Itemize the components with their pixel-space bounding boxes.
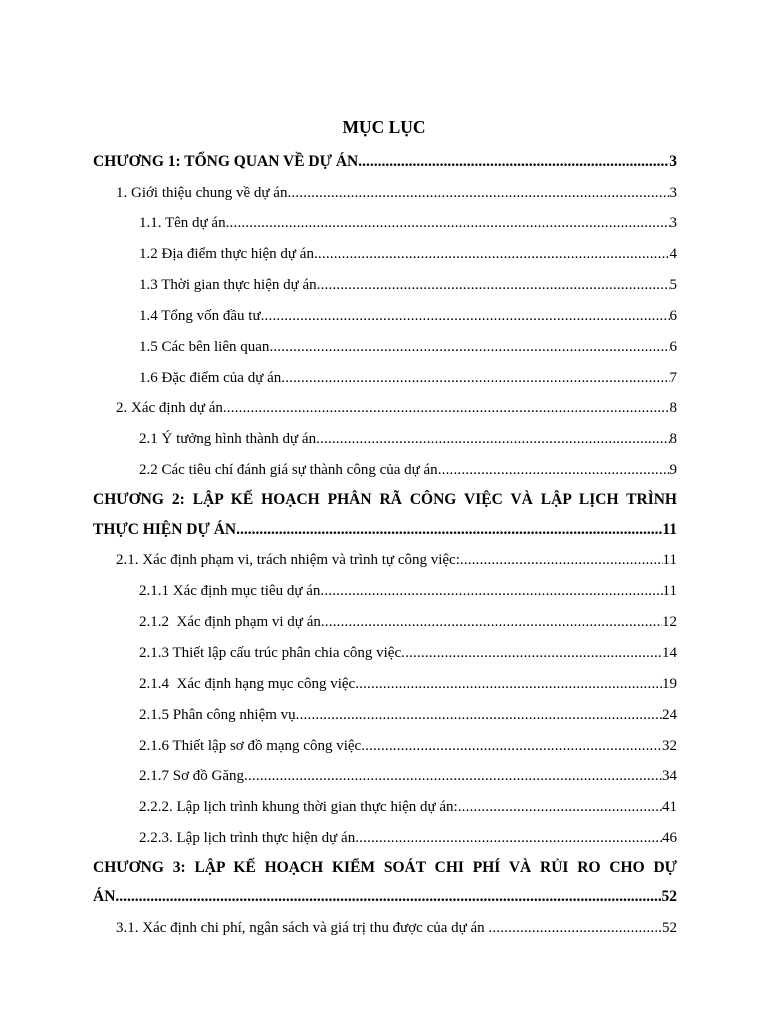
toc-entry-label: 2.1.3 Thiết lập cấu trúc phân chia công việc <box>139 645 402 661</box>
toc-title: MỤC LỤC <box>342 117 426 137</box>
toc-entry-2-1[interactable] <box>139 429 677 449</box>
toc-entry-page: 8 <box>669 400 677 416</box>
toc-entry-page: 3 <box>669 185 677 201</box>
toc-entry-page: 3 <box>669 153 677 170</box>
toc-entry-page: 9 <box>669 462 677 478</box>
toc-entry-1-6[interactable] <box>139 368 677 388</box>
dot-leader <box>314 244 670 264</box>
toc-entry-chapter-2[interactable] <box>93 520 677 540</box>
toc-entry-label: 2. Xác định dự án <box>116 400 223 416</box>
toc-entry-2-1-5[interactable] <box>139 705 677 725</box>
toc-entry-1-3[interactable] <box>139 275 677 295</box>
dot-leader <box>296 705 662 725</box>
toc-entry-page: 5 <box>669 277 677 293</box>
dot-leader <box>321 612 662 632</box>
dot-leader <box>115 887 661 907</box>
toc-entry-page: 11 <box>662 583 677 599</box>
toc-entry-label: 2.1.4 Xác định hạng mục công việc <box>139 676 356 692</box>
toc-entry-label: CHƯƠNG 1: TỔNG QUAN VỀ DỰ ÁN <box>93 153 359 170</box>
toc-entry-page: 6 <box>669 339 677 355</box>
toc-entry-page: 12 <box>662 614 677 630</box>
toc-entry-label: 1.5 Các bên liên quan <box>139 339 270 355</box>
toc-entry-chapter-1[interactable] <box>93 152 677 172</box>
dot-leader <box>244 766 662 786</box>
dot-leader <box>261 306 670 326</box>
toc-entry-page: 7 <box>669 370 677 386</box>
toc-entry-label: 2.1.6 Thiết lập sơ đồ mạng công việc <box>139 738 362 754</box>
toc-entry-2[interactable] <box>116 398 677 418</box>
dot-leader <box>358 152 669 172</box>
dot-leader <box>317 275 670 295</box>
dot-leader <box>460 550 663 570</box>
dot-leader <box>401 643 662 663</box>
toc-entry-page: 11 <box>662 552 677 568</box>
toc-entry-label: 1.6 Đặc điểm của dự án <box>139 370 282 386</box>
toc-entry-chapter-3-line-1[interactable] <box>93 858 677 878</box>
toc-entry-page: 3 <box>669 215 677 231</box>
toc-entry-chapter-2-line-1[interactable] <box>93 490 677 510</box>
toc-entry-page: 32 <box>662 738 677 754</box>
toc-entry-label: 2.2 Các tiêu chí đánh giá sự thành công của dự án <box>139 462 438 478</box>
toc-entry-page: 11 <box>662 521 677 538</box>
toc-entry-page: 6 <box>669 308 677 324</box>
toc-entry-label: CHƯƠNG 3: LẬP KẾ HOẠCH KIỂM SOÁT CHI PHÍ VÀ RỦI RO CHO DỰ <box>93 859 677 876</box>
toc-entry-label: 1. Giới thiệu chung về dự án <box>116 185 288 201</box>
toc-entry-label: 2.1.7 Sơ đồ Găng <box>139 768 245 784</box>
toc-entry-label: 2.1.2 Xác định phạm vi dự án <box>139 614 321 630</box>
dot-leader <box>287 183 669 203</box>
toc-entry-label: THỰC HIỆN DỰ ÁN <box>93 521 237 538</box>
toc-entry-page: 41 <box>662 799 677 815</box>
toc-entry-2-1-1[interactable] <box>139 581 677 601</box>
toc-entry-label: 2.1.5 Phân công nhiệm vụ <box>139 707 296 723</box>
dot-leader <box>458 797 662 817</box>
toc-entry-1[interactable] <box>116 183 677 203</box>
toc-entry-chapter-3[interactable] <box>93 887 677 907</box>
dot-leader <box>361 736 662 756</box>
toc-entry-page: 14 <box>662 645 677 661</box>
toc-entry-2-2-2[interactable] <box>139 797 677 817</box>
toc-entry-page: 8 <box>669 431 677 447</box>
toc-entry-label: 1.3 Thời gian thực hiện dự án <box>139 277 317 293</box>
toc-entry-page: 46 <box>662 830 677 846</box>
toc-entry-label: 3.1. Xác định chi phí, ngân sách và giá trị thu được của dự án <box>116 920 489 936</box>
toc-entry-page: 24 <box>662 707 677 723</box>
toc-entry-2-1-6[interactable] <box>139 736 677 756</box>
toc-entry-label: ÁN <box>93 888 116 905</box>
toc-entry-label: 2.1.1 Xác định mục tiêu dự án <box>139 583 321 599</box>
toc-entry-1-1[interactable] <box>139 213 677 233</box>
toc-entry-page: 52 <box>662 920 677 936</box>
toc-entry-2-1-3[interactable] <box>139 643 677 663</box>
toc-entry-2-2-3[interactable] <box>139 828 677 848</box>
toc-entry-page: 52 <box>661 888 677 905</box>
toc-entry-label: 2.1 Ý tưởng hình thành dự án <box>139 431 317 447</box>
toc-entry-page: 19 <box>662 676 677 692</box>
dot-leader <box>438 460 670 480</box>
toc-entry-2-2[interactable] <box>139 460 677 480</box>
dot-leader <box>236 520 662 540</box>
dot-leader <box>223 398 670 418</box>
toc-entry-label: 2.1. Xác định phạm vi, trách nhiệm và trình tự công việc: <box>116 552 460 568</box>
dot-leader <box>320 581 662 601</box>
toc-entry-label: 1.1. Tên dự án <box>139 215 226 231</box>
toc-entry-label: 2.2.3. Lập lịch trình thực hiện dự án <box>139 830 356 846</box>
toc-entry-label: CHƯƠNG 2: LẬP KẾ HOẠCH PHÂN RÃ CÔNG VIỆC VÀ LẬP LỊCH TRÌNH <box>93 491 677 508</box>
toc-entry-2-1-section[interactable] <box>116 550 677 570</box>
toc-entry-2-1-4[interactable] <box>139 674 677 694</box>
toc-entry-page: 34 <box>662 768 677 784</box>
dot-leader <box>488 918 662 938</box>
dot-leader <box>316 429 669 449</box>
toc-entry-1-4[interactable] <box>139 306 677 326</box>
dot-leader <box>355 828 662 848</box>
toc-entry-label: 1.2 Địa điểm thực hiện dự án <box>139 246 314 262</box>
toc-entry-1-2[interactable] <box>139 244 677 264</box>
dot-leader <box>226 213 670 233</box>
dot-leader <box>355 674 662 694</box>
toc-entry-page: 4 <box>669 246 677 262</box>
toc-entry-label: 1.4 Tổng vốn đầu tư <box>139 308 261 324</box>
toc-entry-3-1[interactable] <box>116 918 677 938</box>
toc-entry-2-1-2[interactable] <box>139 612 677 632</box>
toc-entry-1-5[interactable] <box>139 337 677 357</box>
toc-entry-label: 2.2.2. Lập lịch trình khung thời gian thực hiện dự án: <box>139 799 458 815</box>
dot-leader <box>269 337 669 357</box>
toc-entry-2-1-7[interactable] <box>139 766 677 786</box>
dot-leader <box>281 368 669 388</box>
